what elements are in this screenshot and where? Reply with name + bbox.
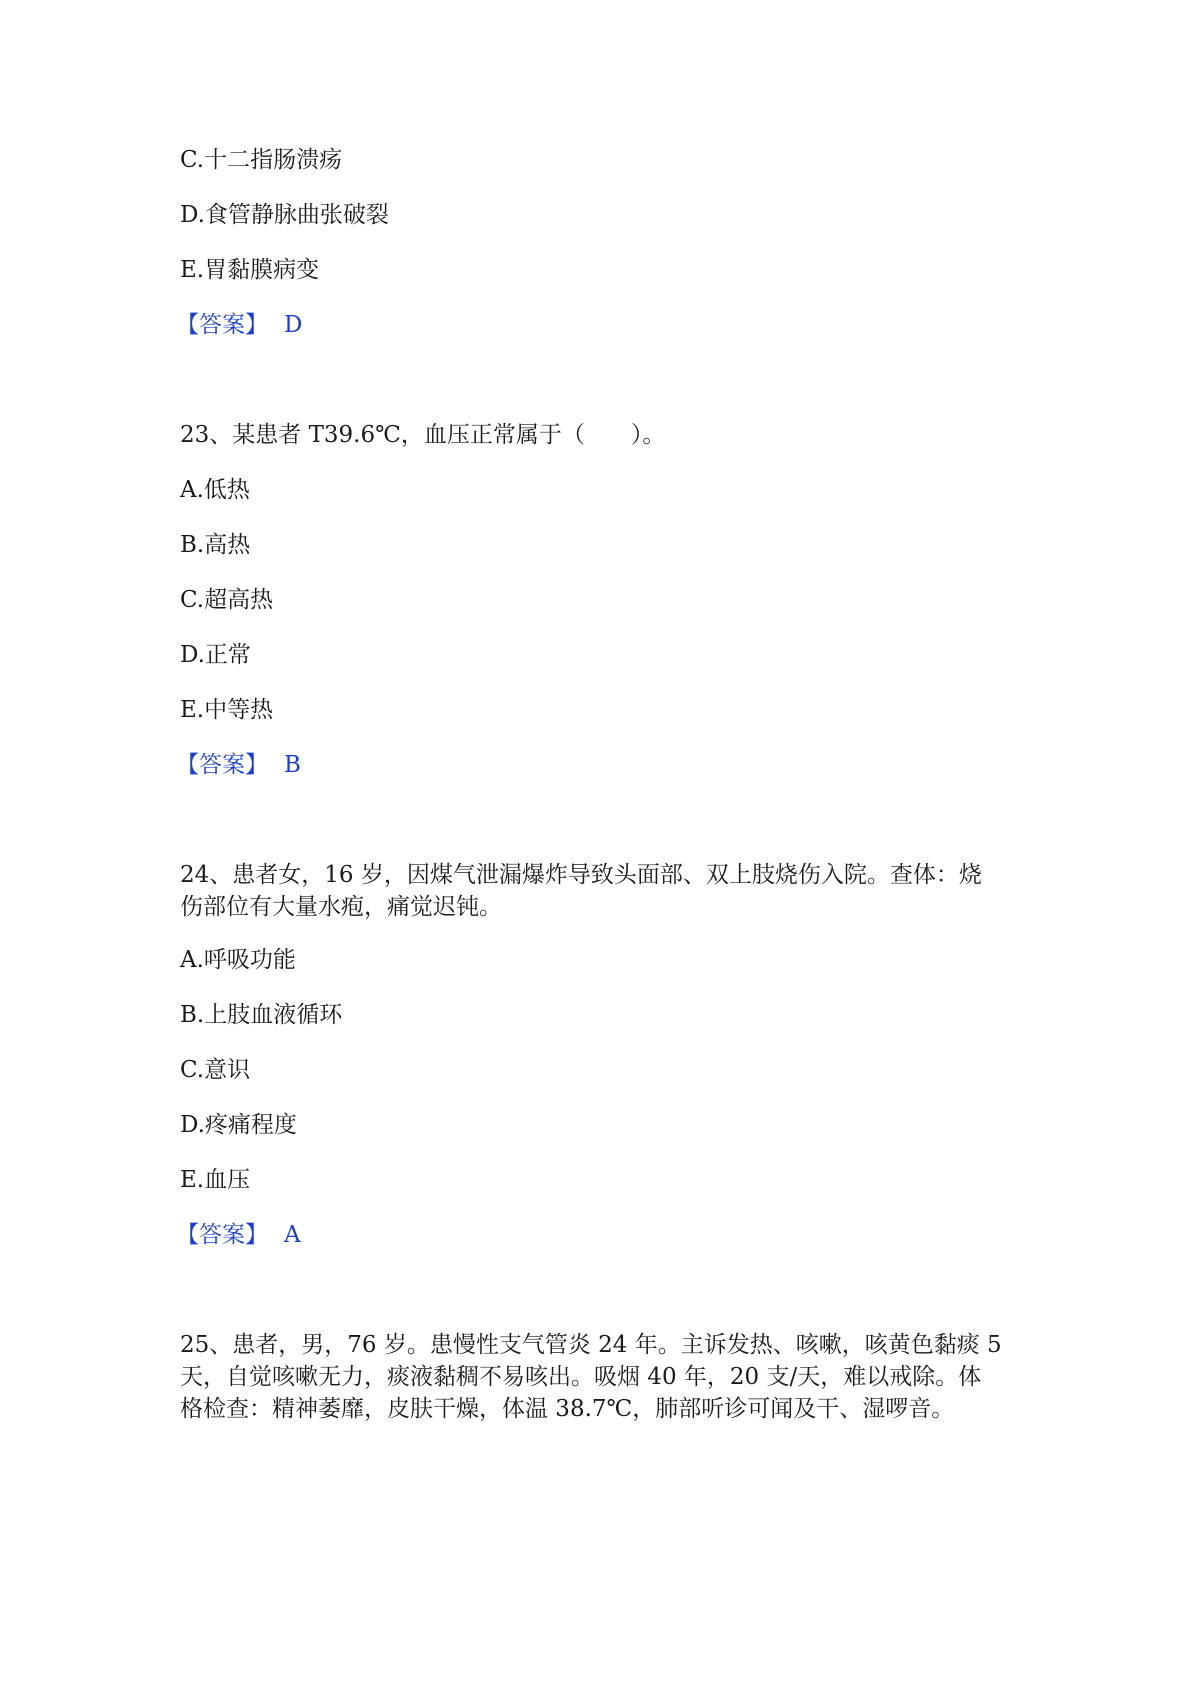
q24-option-c: C.意识 — [180, 1057, 251, 1083]
q24-option-d: D.疼痛程度 — [180, 1112, 297, 1138]
q22-option-d: D.食管静脉曲张破裂 — [180, 202, 389, 228]
q22-option-e: E.胃黏膜病变 — [180, 257, 320, 283]
answer-value: B — [284, 752, 301, 778]
q25-stem-line-1: 25、患者，男，76 岁。患慢性支气管炎 24 年。主诉发热、咳嗽，咳黄色黏痰 5 — [180, 1332, 1002, 1358]
q24-answer — [176, 1220, 301, 1250]
q23-option-e: E.中等热 — [180, 697, 274, 723]
q23-stem: 23、某患者 T39.6℃，血压正常属于（ ）。 — [180, 422, 666, 448]
q22-answer — [176, 310, 303, 340]
q22-option-c: C.十二指肠溃疡 — [180, 147, 343, 173]
q23-option-c: C.超高热 — [180, 587, 274, 613]
q25-stem-line-3: 格检查：精神萎靡，皮肤干燥，体温 38.7℃，肺部听诊可闻及干、湿啰音。 — [180, 1396, 955, 1422]
q24-stem-line-2: 伤部位有大量水疱，痛觉迟钝。 — [180, 894, 502, 920]
q23-option-d: D.正常 — [180, 642, 251, 668]
q23-option-b: B.高热 — [180, 532, 251, 558]
answer-value: D — [284, 312, 303, 338]
q25-stem-line-2: 天，自觉咳嗽无力，痰液黏稠不易咳出。吸烟 40 年，20 支/天，难以戒除。体 — [180, 1364, 982, 1390]
q24-option-a: A.呼吸功能 — [180, 947, 296, 973]
answer-label: 【答案】 — [176, 752, 268, 778]
q24-stem-line-1: 24、患者女，16 岁，因煤气泄漏爆炸导致头面部、双上肢烧伤入院。查体：烧 — [180, 862, 982, 888]
answer-label: 【答案】 — [176, 1222, 268, 1248]
answer-value: A — [284, 1222, 301, 1248]
q23-option-a: A.低热 — [180, 477, 250, 503]
q24-option-b: B.上肢血液循环 — [180, 1002, 343, 1028]
q23-answer — [176, 750, 301, 780]
q24-option-e: E.血压 — [180, 1167, 251, 1193]
answer-label: 【答案】 — [176, 312, 268, 338]
